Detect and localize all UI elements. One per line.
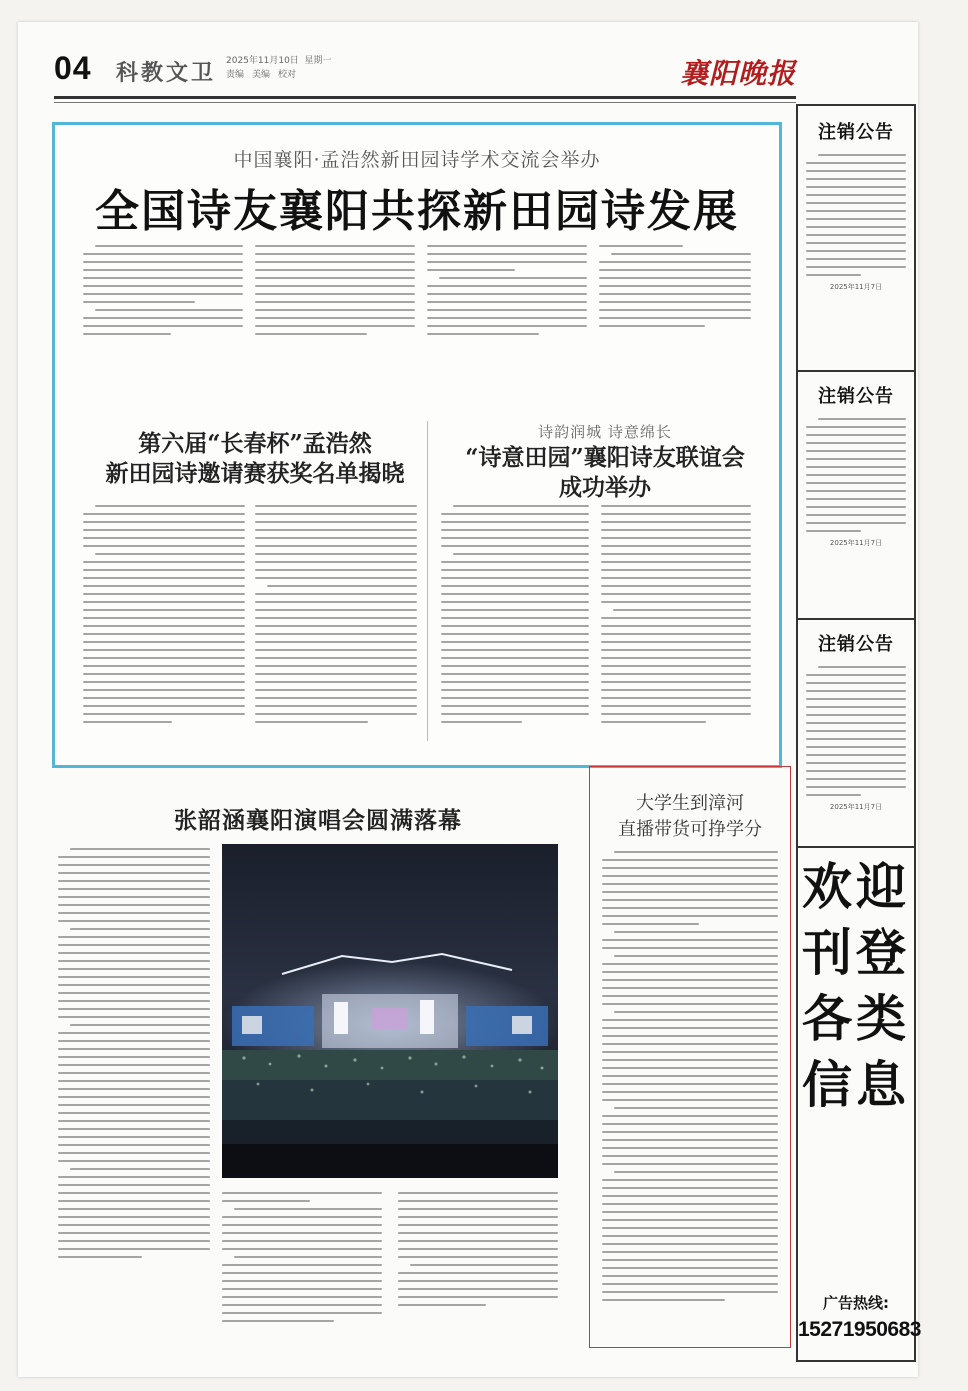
notice-2 (798, 382, 914, 548)
notice-1-body (806, 154, 906, 276)
story4-column-1 (58, 848, 210, 1264)
main-story-column-1 (83, 245, 243, 341)
story2-headline-line1: 第六届“长春杯”孟浩然 (138, 430, 372, 457)
highlighted-story-box (589, 766, 791, 1348)
main-story-column-2 (255, 245, 415, 341)
welcome-line-1: 欢迎 (802, 858, 910, 916)
notice-separator (798, 618, 914, 620)
story3-kicker: 诗韵润城 诗意绵长 (538, 423, 672, 441)
main-story-headline: 全国诗友襄阳共探新田园诗发展 (95, 186, 739, 237)
story2-headline (105, 429, 405, 489)
notice-1-date: 2025年11月7日 (829, 283, 883, 291)
header-rule-thin (54, 102, 796, 103)
welcome-line-4: 信息 (802, 1056, 910, 1114)
notice-2-body (806, 418, 906, 532)
notice-3-body (806, 666, 906, 796)
story5-headline-line1: 大学生到漳河 (636, 793, 744, 814)
main-story-column-4 (599, 245, 751, 333)
story4-headline: 张韶涵襄阳演唱会圆满落幕 (174, 807, 462, 834)
notice-3-title: 注销公告 (818, 634, 894, 655)
story3-column-1 (441, 505, 589, 729)
story5-headline (590, 791, 790, 843)
column-divider (427, 421, 428, 741)
story4-column-3 (398, 1192, 558, 1312)
story3-column-2 (601, 505, 751, 729)
story4-column-2 (222, 1192, 382, 1328)
notice-2-title: 注销公告 (818, 386, 894, 407)
main-story-kicker: 中国襄阳·孟浩然新田园诗学术交流会举办 (233, 149, 601, 171)
page-number: 04 (54, 50, 92, 86)
notice-3 (798, 630, 914, 812)
editor-label: 责编 (226, 70, 245, 80)
design-label: 美编 (252, 70, 271, 80)
concert-scene-image (222, 844, 558, 1178)
concert-photo (222, 844, 558, 1178)
section-name: 科教文卫 (116, 61, 217, 86)
story5-headline-line2: 直播带货可挣学分 (618, 819, 762, 840)
featured-story-box (52, 122, 782, 768)
ad-hotline-number: 15271950683 (798, 1318, 921, 1341)
welcome-ad (798, 854, 914, 1118)
notice-2-date: 2025年11月7日 (829, 539, 883, 547)
issue-weekday: 星期一 (304, 56, 332, 66)
notice-separator (798, 370, 914, 372)
header-rule (54, 96, 796, 99)
welcome-line-2: 刊登 (802, 924, 910, 982)
notice-3-date: 2025年11月7日 (829, 803, 883, 811)
welcome-line-3: 各类 (802, 990, 910, 1048)
story2-column-1 (83, 505, 245, 729)
story2-headline-line2: 新田园诗邀请赛获奖名单揭晓 (105, 460, 405, 487)
story2-column-2 (255, 505, 417, 729)
notice-1 (798, 118, 914, 292)
proof-label: 校对 (278, 70, 297, 80)
page-header (54, 50, 796, 94)
newspaper-page (18, 22, 921, 1377)
story3-headline-line1: “诗意田园”襄阳诗友联谊会 (465, 444, 745, 471)
classifieds-column (796, 104, 921, 1362)
story5-body (602, 851, 778, 1307)
issue-date: 2025年11月10日 (226, 56, 299, 66)
story3-headline-line2: 成功举办 (559, 474, 651, 501)
masthead-logo: 襄阳晚报 (679, 57, 796, 90)
story3-headline (455, 443, 755, 503)
ad-hotline-label: 广告热线: (823, 1294, 889, 1312)
notice-separator (798, 846, 914, 848)
main-story-column-3 (427, 245, 587, 341)
issue-meta (226, 54, 332, 82)
notice-1-title: 注销公告 (818, 122, 894, 143)
